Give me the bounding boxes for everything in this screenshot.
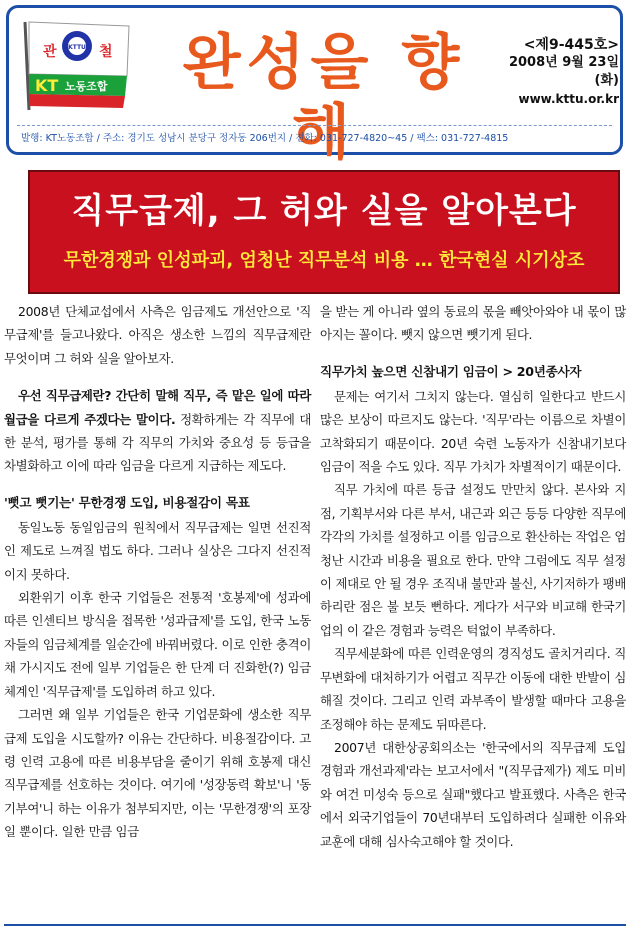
- flag-kt: KT: [35, 76, 59, 95]
- paragraph: 직무 가치에 따른 등급 설정도 만만치 않다. 본사와 지점, 기획부서와 다른 부서, 내근과 외근 등등 다양한 직무에 각각의 가치를 설정하고 이를 임금으로 환산하는 작업은 엄청난 시간과 비용을 필요로 한다. 만약 그럼에도 직무 설정이 제대로 안 될 경우 조직내 불만과 불신, 사기저하가 팽배하리란 점은 불 보듯 뻔하다. 게다가 서구와 비교해 한국기업의 이 같은 경험과 능력은 턱없이 부족하다.: [320, 482, 626, 638]
- issue-info: [487, 36, 619, 108]
- issue-date: 2008년 9월 23일(화): [508, 55, 619, 88]
- section-heading: '뻣고 뻣기는' 무한경쟁 도입, 비용절감이 목표: [4, 494, 250, 510]
- paragraph: [4, 384, 311, 478]
- newsletter-title: 완성을 향해: [182, 28, 466, 168]
- paragraph: 문제는 여기서 그치지 않는다. 열심히 일한다고 반드시 많은 보상이 따르지도 않는다. '직무'라는 이름으로 차별이 고착화되기 때문이다. 20년 숙련 노동자가 신참내기보다 임금이 적을 수도 있다. 직무 가치가 차별적이기 때문이다.: [320, 388, 626, 475]
- lead-definition: 우선 직무급제란? 간단히 말해 직무, 즉 맡은 일에 따라 월급을 다르게 주겠다는 말이다.: [4, 388, 311, 427]
- right-column: [320, 300, 626, 853]
- bottom-divider: [4, 924, 626, 926]
- paragraph: 동일노동 동일임금의 원칙에서 직무급제는 일면 선진적인 제도로 느껴질 법도 하다. 그러나 실상은 그다지 선진적이지 못하다.: [4, 519, 311, 582]
- flag-union: 노동조합: [65, 80, 108, 93]
- publisher-info: 발행: KT노동조합 / 주소: 경기도 성남시 분당구 정자동 206번지 / 전화: 031-727-4820~45 / 팩스: 031-727-4815: [21, 133, 509, 144]
- flag-emblem: KTTU: [68, 44, 86, 51]
- website-link[interactable]: www.kttu.or.kr: [518, 92, 619, 106]
- masthead-divider: [17, 125, 612, 126]
- union-flag-logo: [21, 16, 133, 112]
- headline: 직무급제, 그 허와 실을 알아본다: [71, 191, 577, 231]
- masthead: [6, 5, 623, 168]
- section-heading: 직무가치 높으면 신참내기 임금이 > 20년종사자: [320, 363, 582, 379]
- issue-number: <제9-445호>: [523, 37, 619, 53]
- paragraph-text: 정확하게는 각 직무에 대한 분석, 평가를 통해 각 직무의 가치와 중요성 등 등급을 차별화하고 이에 따라 임금을 다르게 지급하는 제도다.: [4, 411, 311, 474]
- left-column: [4, 300, 311, 844]
- paragraph: 그러면 왜 일부 기업들은 한국 기업문화에 생소한 직무급제 도입을 시도할까? 이유는 간단하다. 비용절감이다. 고령 인력 고용에 따른 비용부담을 줄이기 위해 호봉제 대신 직무급제를 선호하는 것이다. 여기에 '성장동력 확보'니 '동기부여'니 하는 이유가 첨부되지만, 이는 '무한경쟁'의 포장일 뿐이다. 일한 만큼 임금: [4, 707, 311, 840]
- paragraph: 을 받는 게 아니라 옆의 동료의 몫을 빼앗아와야 내 몫이 많아지는 꼴이다. 뺏지 않으면 뺏기게 된다.: [320, 304, 626, 343]
- paragraph: 외환위기 이후 한국 기업들은 전통적 '호봉제'에 성과에 따른 인센티브 방식을 접목한 '성과급제'를 도입, 한국 노동자들의 임금체계를 일순간에 바꿔버렸다. 이로 인한 충격이 채 가시지도 전에 일부 기업들은 한 단계 더 진화한(?) 임금체계인 '직무급제'를 도입하려 하고 있다.: [4, 590, 311, 699]
- headline-banner: [28, 170, 620, 294]
- flag-text-1: 관: [43, 44, 57, 60]
- paragraph: 2008년 단체교섭에서 사측은 임금제도 개선안으로 '직무급제'를 들고나왔다. 아직은 생소한 느낌의 직무급제란 무엇이며 그 허와 실을 알아보자.: [4, 304, 311, 366]
- flag-text-2: 철: [99, 44, 113, 60]
- subheadline: 무한경쟁과 인성파괴, 엄청난 직무분석 비용 … 한국현실 시기상조: [63, 250, 585, 271]
- paragraph: 직무세분화에 따른 인력운영의 경직성도 골치거리다. 직무변화에 대처하기가 어렵고 직무간 이동에 대한 반발이 심해질 것이다. 그리고 인력 과부족이 발생할 때마다 고용을 조정해야 하는 문제도 뒤따른다.: [320, 646, 626, 732]
- paragraph: 2007년 대한상공회의소는 '한국에서의 직무급제 도입 경험과 개선과제'라는 보고서에서 "(직무급제가) 제도 미비와 여건 미성숙 등으로 실패"했다고 발표했다. 사측은 한국에서 외국기업들이 70년대부터 도입하려다 실패한 이유와 교훈에 대해 심사숙고해야 할 것이다.: [320, 739, 626, 849]
